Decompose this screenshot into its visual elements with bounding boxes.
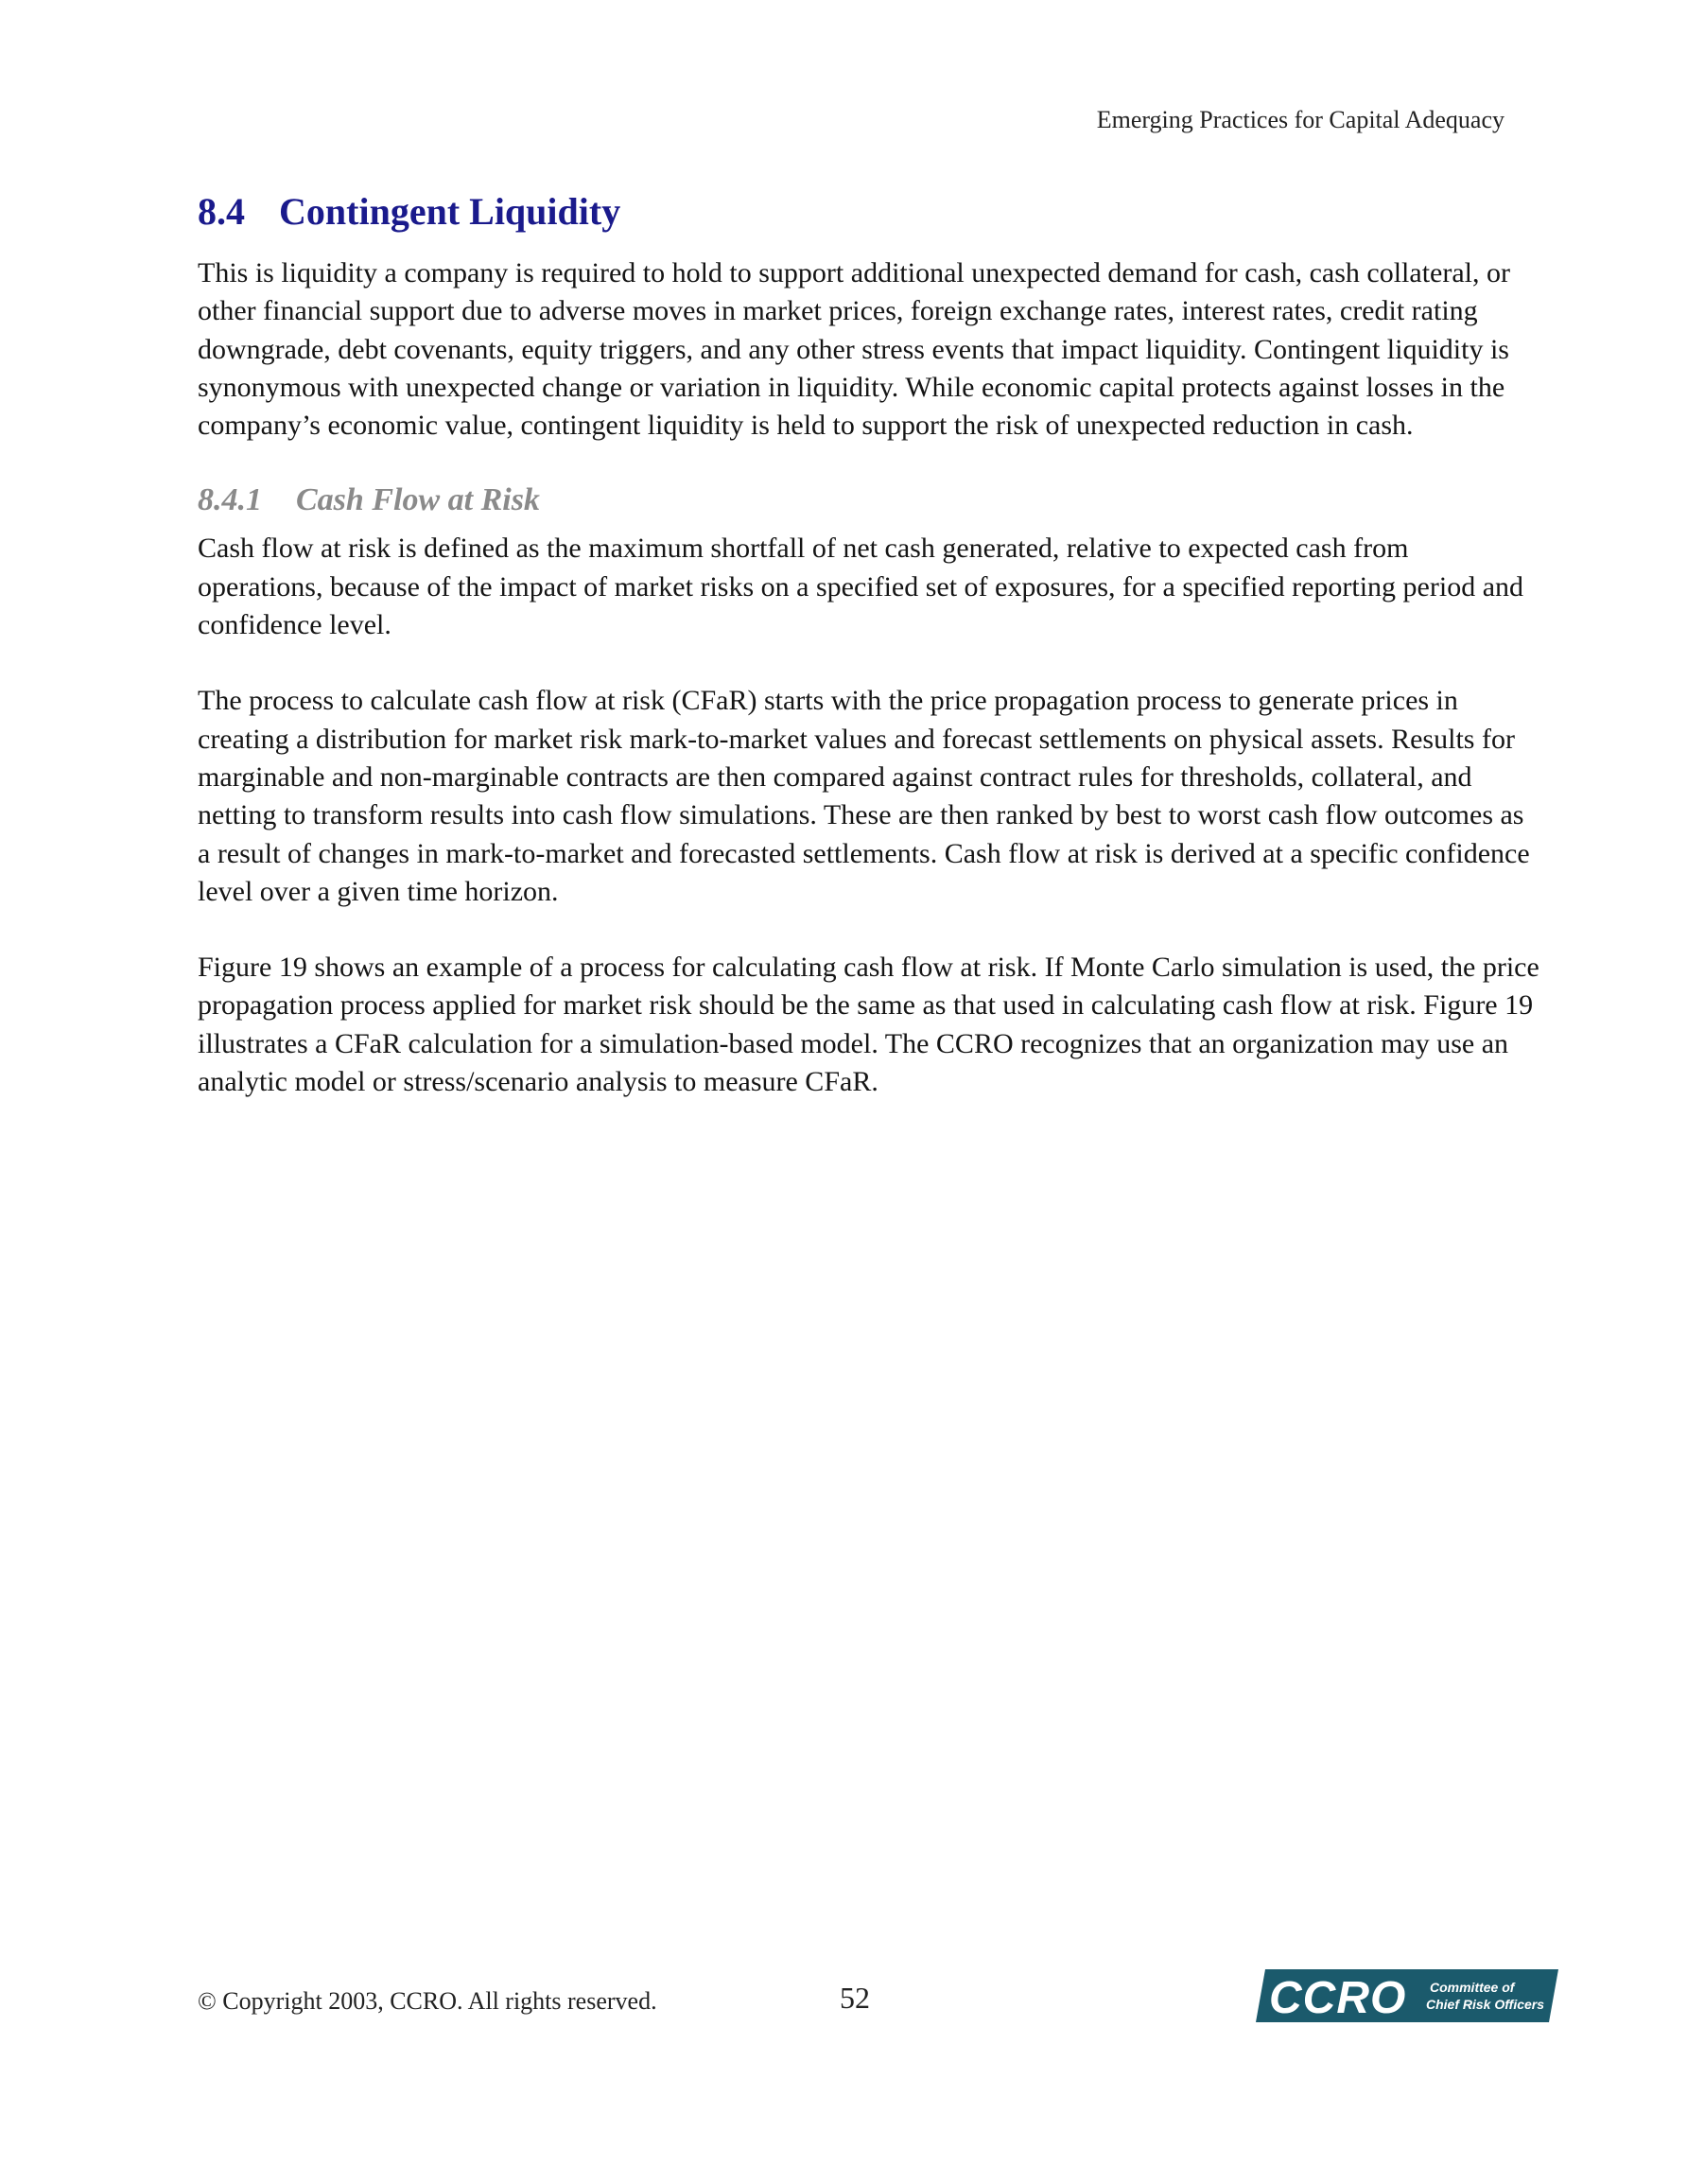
subsection-title: Cash Flow at Risk: [296, 482, 540, 518]
logo-wordmark: CCRO: [1269, 1973, 1407, 2022]
section-heading: [198, 189, 1540, 234]
paragraph-figure-reference: Figure 19 shows an example of a process for calculating cash flow at risk. If Monte Carlo simulation is used, the price propagation process applied for market risk should be the same as that used in calculating cash flow at risk. Figure 19 illustrates a CFaR calculation for a simulation-based model. The CCRO recognizes that an organization may use an analytic model or stress/scenario analysis to measure CFaR.: [198, 952, 1539, 1098]
section-intro-paragraph: This is liquidity a company is required to hold to support additional unexpected demand for cash, cash collateral, or other financial support due to adverse moves in market prices, foreign exchange rates, interest rates, credit rating downgrade, debt covenants, equity triggers, and any other stress events that impact liquidity. Contingent liquidity is synonymous with unexpected change or variation in liquidity. While economic capital protects against losses in the company’s economic value, contingent liquidity is held to support the risk of unexpected reduction in cash.: [198, 257, 1510, 442]
page-number: 52: [840, 1981, 870, 2015]
section-number: 8.4: [198, 190, 245, 233]
footer-copyright: © Copyright 2003, CCRO. All rights reserved.: [198, 1987, 657, 2015]
running-header: Emerging Practices for Capital Adequacy: [1096, 106, 1504, 133]
subsection-heading: [198, 482, 1540, 518]
logo-tagline-line2: Chief Risk Officers: [1426, 1997, 1545, 2012]
logo-tagline-line1: Committee of: [1430, 1980, 1515, 1995]
subsection-number: 8.4.1: [198, 482, 262, 518]
paragraph-definition: Cash flow at risk is defined as the maximum shortfall of net cash generated, relative to expected cash from operations, because of the impact of market risks on a specified set of exposures, for a specified reporting period and confidence level.: [198, 533, 1524, 641]
section-title: Contingent Liquidity: [279, 190, 621, 233]
page-content: [198, 189, 1540, 1101]
ccro-logo: [1256, 1969, 1558, 2022]
paragraph-process: The process to calculate cash flow at risk (CFaR) starts with the price propagation process to generate prices in creating a distribution for market risk mark-to-market values and forecast settlements on physical assets. Results for marginable and non-marginable contracts are then compared against contract rules for thresholds, collateral, and netting to transform results into cash flow simulations. These are then ranked by best to worst cash flow outcomes as a result of changes in mark-to-market and forecasted settlements. Cash flow at risk is derived at a specific confidence level over a given time horizon.: [198, 685, 1530, 907]
